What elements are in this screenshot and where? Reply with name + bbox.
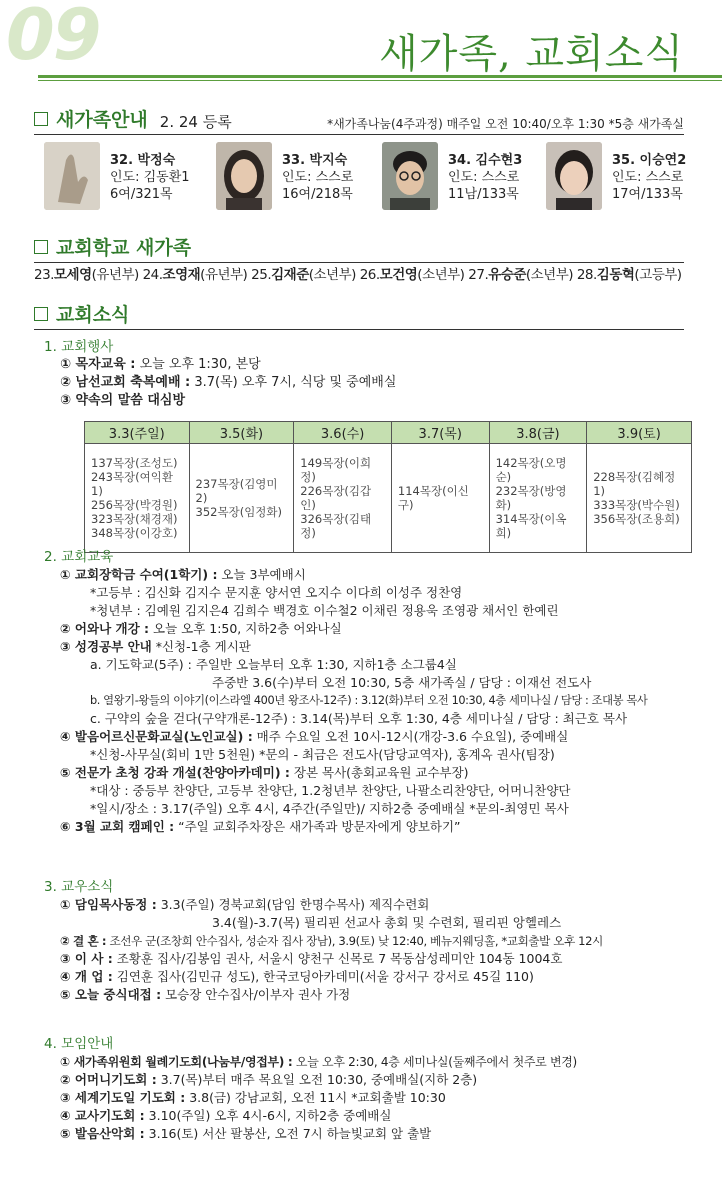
praying-hands-photo xyxy=(44,142,100,210)
news-header xyxy=(34,300,684,330)
schedule-header: 3.9(토) xyxy=(587,422,692,444)
subsection-title: 1. 교회행사 xyxy=(44,339,114,355)
student-name: 김재준 xyxy=(271,267,309,283)
new-family-heading: 새가족안내 xyxy=(34,105,148,132)
member-guide: 인도: 스스로 xyxy=(612,170,684,185)
news-heading: 교회소식 xyxy=(34,300,129,327)
member-group: 16여/218목 xyxy=(282,187,353,202)
schedule-header: 3.8(금) xyxy=(489,422,587,444)
title-rule xyxy=(38,75,722,78)
visitation-schedule-table xyxy=(84,421,692,553)
schedule-cell: 137목장(조성도) 243목장(여익환1) 256목장(박경원) 323목장(채경재) 348목장(이강호) xyxy=(85,444,190,553)
schedule-header: 3.6(수) xyxy=(294,422,392,444)
school-heading: 교회학교 새가족 xyxy=(34,233,191,260)
new-family-members xyxy=(44,142,694,214)
title-rule-thin xyxy=(38,80,722,81)
church-education: 2. 교회교육 ① 교회장학금 수여(1학기) : 오늘 3부예배시 *고등부 : 김신화 김지수 문지훈 양서연 오지수 이다희 이성주 정찬영 *청년부 : 김예원 김지은4 김희수 백경호 이수철2 이채린 정용욱 조영광 채서인 한예린 ② 어와나 개강 : 오늘 오후 1:50, 지하2층 어와나실 ③ 성경공부 안내 *신청-1층 게시판 a. 기도학교(5주) : 주일반 오늘부터 오후 1:30, 지하1층 소그룹4실 주중반 3.6(수)부터 오전 10:30, 5층 새가족실 / 담당 : 이재선 전도사 b. 열왕기-왕들의 이야기(이스라엘 400년 왕조사-12주) : 3.12(화)부터 오전 10:30, 4층 세미나실 / 담당 : 조대봉 목사 c. 구약의 숲을 걷다(구약개론-12주) : 3.14(목)부터 오후 1:30, 4층 세미나실 / 담당 : 최근호 목사 ④ 발음어르신문화교실(노인교실) : 매주 수요일 오전 10시-12시(개강-3.6 수요일), 중예배실 *신청-사무실(회비 1만 5천원) *문의 - 최금은 전도사(담당교역자), 홍계옥 권사(팀장) ⑤ 전문가 초청 강좌 개설(찬양아카데미) : 장본 목사(총회교육원 교수부장) *대상 : 중등부 찬양단, 고등부 찬양단, 1.2청년부 찬양단, 나팔소리찬양단, 어머니찬양단 *일시/장소 : 3.17(주일) 오후 4시, 4주간(주일만)/ 지하2층 중예배실 *문의-최영민 목사 ⑥ 3월 교회 캠페인 : “주일 교회주차장은 새가족과 방문자에게 양보하기” xyxy=(44,548,714,836)
member-group: 11남/133목 xyxy=(448,187,519,202)
schedule-cell: 149목장(이희정) 226목장(김갑인) 326목장(김태정) xyxy=(294,444,392,553)
student-name: 유승준 xyxy=(488,267,526,283)
member-guide: 인도: 김동환1 xyxy=(110,170,190,185)
meeting-info: 4. 모임안내 ① 새가족위원회 월례기도회(나눔부/영접부) : 오늘 오후 2:30, 4층 세미나실(둘째주에서 첫주로 변경) ② 어머니기도회 : 3.7(목)부터 매주 목요일 오전 10:30, 중예배실(지하 2층) ③ 세계기도일 기도회 : 3.8(금) 강남교회, 오전 11시 *교회출발 10:30 ④ 교사기도회 : 3.10(주일) 오후 4시-6시, 지하2층 중예배실 ⑤ 발음산악회 : 3.16(토) 서산 팔봉산, 오전 7시 하늘빛교회 앞 출발 xyxy=(44,1035,714,1143)
registration-date: 2. 24 등록 xyxy=(159,113,232,131)
schedule-header: 3.7(목) xyxy=(391,422,489,444)
schedule-cell: 237목장(김영미2) 352목장(임정화) xyxy=(189,444,294,553)
member-card xyxy=(216,142,381,214)
page-number: 09 xyxy=(6,0,100,76)
member-card xyxy=(546,142,711,214)
member-photo xyxy=(216,142,272,210)
student-name: 조영재 xyxy=(162,267,201,283)
checkbox-icon xyxy=(34,307,48,321)
member-name: 33. 박지숙 xyxy=(282,153,348,168)
schedule-header: 3.5(화) xyxy=(189,422,294,444)
schedule-cell: 228목장(김혜정1) 333목장(박수원) 356목장(조용희) xyxy=(587,444,692,553)
schedule-header: 3.3(주일) xyxy=(85,422,190,444)
checkbox-icon xyxy=(34,112,48,126)
subsection-title: 2. 교회교육 xyxy=(44,549,114,565)
schedule-cell: 114목장(이신구) xyxy=(391,444,489,553)
schedule-cell: 142목장(오명순) 232목장(방영화) 314목장(이옥희) xyxy=(489,444,587,553)
member-card xyxy=(44,142,209,214)
checkbox-icon xyxy=(34,240,48,254)
subsection-title: 3. 교우소식 xyxy=(44,879,114,895)
member-name: 35. 이승연2 xyxy=(612,153,687,168)
school-header xyxy=(34,233,684,263)
new-family-note: *새가족나눔(4주과정) 매주일 오전 10:40/오후 1:30 *5층 새가족실 xyxy=(327,117,684,131)
member-group: 6여/321목 xyxy=(110,187,173,202)
school-new-list: 23.모세영(유년부) 24.조영재(유년부) 25.김재준(소년부) 26.모건영(소년부) 27.유승준(소년부) 28.김동혁(고등부) xyxy=(34,267,682,283)
student-name: 모세영 xyxy=(53,267,92,283)
member-name: 32. 박정숙 xyxy=(110,153,176,168)
student-name: 김동혁 xyxy=(596,267,635,283)
member-group: 17여/133목 xyxy=(612,187,683,202)
new-family-header xyxy=(34,105,684,135)
member-photo xyxy=(382,142,438,210)
page-title: 새가족, 교회소식 xyxy=(379,31,684,77)
subsection-title: 4. 모임안내 xyxy=(44,1036,114,1052)
member-guide: 인도: 스스로 xyxy=(448,170,520,185)
member-news: 3. 교우소식 ① 담임목사동정 : 3.3(주일) 경북교회(담임 한명수목사) 제직수련회 3.4(월)-3.7(목) 필리핀 선교사 총회 및 수련회, 필리핀 앙헬레스 ② 결 혼 : 조선우 군(조창희 안수집사, 성순자 집사 장남), 3.9(토) 낮 12:40, 베뉴지웨딩홀, *교회출발 오후 12시 ③ 이 사 : 조황훈 집사/김봉임 권사, 서울시 양천구 신목로 7 목동삼성레미안 104동 1004호 ④ 개 업 : 김연훈 집사(김민규 성도), 한국코딩아카데미(서울 강서구 강서로 45길 110) ⑤ 오늘 중식대접 : 모승장 안수집사/이부자 권사 가정 xyxy=(44,878,714,1004)
member-card xyxy=(382,142,547,214)
church-events: 1. 교회행사 ① 목자교육 : 오늘 오후 1:30, 본당 ② 남선교회 축복예배 : 3.7(목) 오후 7시, 식당 및 중예배실 ③ 약속의 말씀 대심방 xyxy=(44,338,714,410)
member-guide: 인도: 스스로 xyxy=(282,170,354,185)
member-name: 34. 김수현3 xyxy=(448,153,523,168)
member-photo xyxy=(546,142,602,210)
student-name: 모건영 xyxy=(379,267,418,283)
